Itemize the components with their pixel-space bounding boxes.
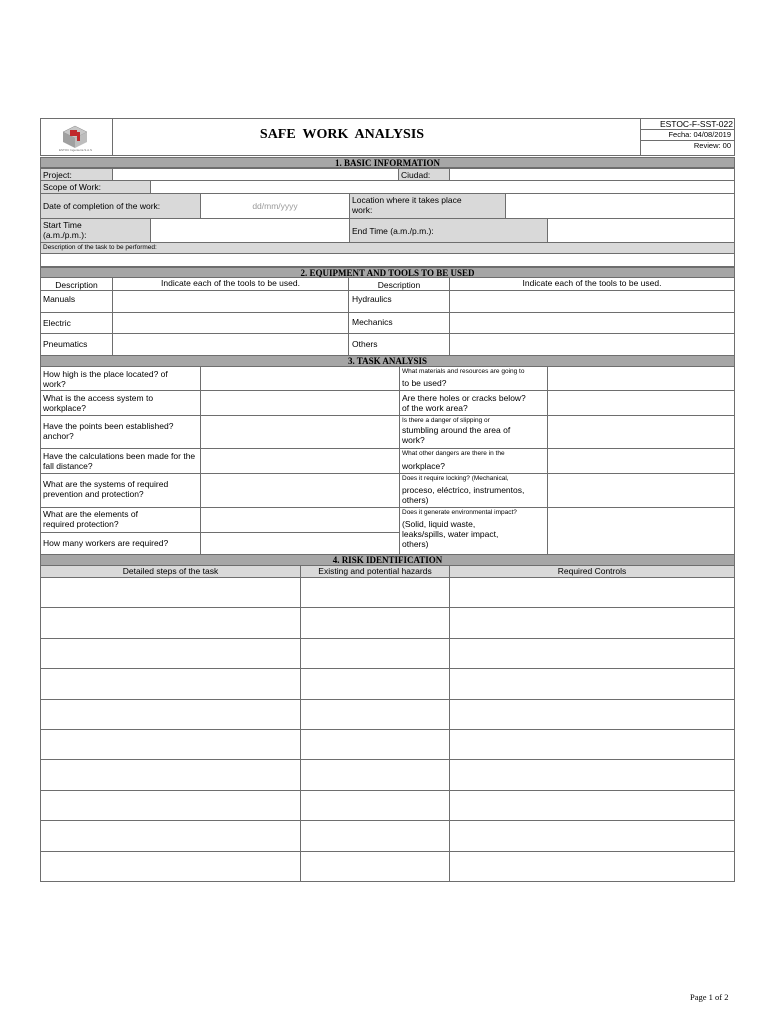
page-title: SAFE WORK ANALYSIS bbox=[259, 127, 425, 142]
section-risk-identification: 4. RISK IDENTIFICATION bbox=[40, 554, 735, 566]
task-answer-right[interactable] bbox=[547, 448, 735, 474]
date-completion-field[interactable] bbox=[200, 193, 350, 219]
risk-cell-control[interactable] bbox=[449, 668, 735, 700]
task-question-right bbox=[399, 473, 548, 508]
risk-cell-control[interactable] bbox=[449, 759, 735, 791]
task-question-left bbox=[40, 415, 201, 449]
task-question-left bbox=[40, 532, 201, 555]
task-question-text: Have the calculations been made for the fall distance? bbox=[43, 451, 196, 471]
task-question-small: What other dangers are there in the bbox=[402, 450, 505, 457]
task-answer-left[interactable] bbox=[200, 390, 400, 416]
header-logo-box bbox=[40, 118, 113, 156]
start-time-field[interactable] bbox=[150, 218, 350, 243]
header-divider bbox=[640, 140, 735, 141]
task-question-left bbox=[40, 366, 201, 391]
section-basic-information: 1. BASIC INFORMATION bbox=[40, 157, 735, 168]
risk-cell-step[interactable] bbox=[40, 699, 301, 730]
equipment-field-right[interactable] bbox=[449, 312, 735, 334]
task-question-small: Does it require locking? (Mechanical, bbox=[402, 475, 509, 482]
task-question-text: stumbling around the area of work? bbox=[402, 425, 511, 445]
task-answer-right[interactable] bbox=[547, 415, 735, 449]
task-description-label: Description of the task to be performed: bbox=[40, 242, 735, 254]
start-time-label bbox=[40, 218, 151, 243]
task-question-text: What is the access system to workplace? bbox=[43, 393, 154, 413]
date-placeholder: dd/mm/yyyy bbox=[252, 201, 298, 211]
risk-cell-control[interactable] bbox=[449, 820, 735, 852]
risk-cell-step[interactable] bbox=[40, 638, 301, 669]
risk-cell-step[interactable] bbox=[40, 790, 301, 821]
task-question-text: How many workers are required? bbox=[43, 538, 169, 548]
equipment-item-right bbox=[348, 333, 450, 356]
risk-cell-hazard[interactable] bbox=[300, 759, 450, 791]
equipment-item-right bbox=[348, 290, 450, 313]
equipment-field-left[interactable] bbox=[112, 290, 349, 313]
task-question-text: (Solid, liquid waste, leaks/spills, water impact, others) bbox=[402, 519, 499, 549]
end-time-text: End Time (a.m./p.m.): bbox=[352, 225, 434, 236]
end-time-label bbox=[349, 218, 548, 243]
page-number: Page 1 of 2 bbox=[690, 992, 729, 1002]
task-question-text: Have the points been established? anchor? bbox=[43, 421, 174, 441]
equipment-col-description-left: Description bbox=[40, 277, 113, 291]
task-question-small: What materials and resources are going to bbox=[402, 368, 525, 375]
equipment-field-right[interactable] bbox=[449, 290, 735, 313]
equipment-col-description-right: Description bbox=[348, 277, 450, 291]
start-time-text: Start Time (a.m./p.m.): bbox=[43, 220, 87, 240]
end-time-field[interactable] bbox=[547, 218, 735, 243]
task-question-left bbox=[40, 448, 201, 474]
equipment-col-indicate-left: Indicate each of the tools to be used. bbox=[112, 277, 349, 291]
task-question-small: Is there a danger of slipping or bbox=[402, 417, 490, 424]
risk-cell-step[interactable] bbox=[40, 851, 301, 882]
task-answer-right[interactable] bbox=[547, 507, 735, 555]
risk-cell-control[interactable] bbox=[449, 699, 735, 730]
task-question-right bbox=[399, 366, 548, 391]
equipment-item-label: Pneumatics bbox=[43, 339, 88, 349]
task-question-text: How high is the place located? of work? bbox=[43, 369, 168, 389]
task-question-right bbox=[399, 507, 548, 555]
risk-cell-control[interactable] bbox=[449, 638, 735, 669]
doc-code: ESTOC-F-SST-022 bbox=[659, 119, 733, 129]
location-text: Location where it takes place work: bbox=[352, 195, 462, 215]
risk-col-steps: Detailed steps of the task bbox=[40, 565, 301, 578]
equipment-field-left[interactable] bbox=[112, 312, 349, 334]
task-question-text: proceso, eléctrico, instrumentos, others) bbox=[402, 485, 525, 505]
risk-cell-step[interactable] bbox=[40, 729, 301, 760]
section-task-analysis: 3. TASK ANALYSIS bbox=[40, 355, 735, 367]
risk-cell-hazard[interactable] bbox=[300, 607, 450, 639]
ciudad-label: Ciudad: bbox=[398, 168, 450, 181]
equipment-item-label: Electric bbox=[43, 318, 71, 328]
task-answer-right[interactable] bbox=[547, 366, 735, 391]
task-answer-left[interactable] bbox=[200, 415, 400, 449]
task-question-left bbox=[40, 507, 201, 533]
header-divider bbox=[640, 129, 735, 130]
task-answer-left[interactable] bbox=[200, 507, 400, 533]
task-question-text: Are there holes or cracks below? of the work area? bbox=[402, 393, 526, 413]
doc-date: Fecha: 04/08/2019 bbox=[668, 130, 731, 139]
risk-cell-hazard[interactable] bbox=[300, 729, 450, 760]
project-label: Project: bbox=[40, 168, 113, 181]
equipment-item-label: Mechanics bbox=[352, 317, 393, 327]
risk-cell-control[interactable] bbox=[449, 577, 735, 608]
task-question-text: to be used? bbox=[402, 378, 447, 388]
equipment-item-label: Manuals bbox=[43, 294, 76, 304]
scope-label: Scope of Work: bbox=[40, 180, 151, 194]
risk-cell-hazard[interactable] bbox=[300, 851, 450, 882]
task-answer-right[interactable] bbox=[547, 473, 735, 508]
risk-cell-control[interactable] bbox=[449, 729, 735, 760]
equipment-field-left[interactable] bbox=[112, 333, 349, 356]
date-completion-text: Date of completion of the work: bbox=[43, 201, 161, 211]
task-description-field[interactable] bbox=[40, 253, 735, 267]
equipment-field-right[interactable] bbox=[449, 333, 735, 356]
doc-review: Review: 00 bbox=[693, 141, 731, 150]
risk-cell-control[interactable] bbox=[449, 790, 735, 821]
date-completion-label bbox=[40, 193, 201, 219]
task-question-left bbox=[40, 473, 201, 508]
equipment-item-left bbox=[40, 290, 113, 313]
risk-cell-hazard[interactable] bbox=[300, 577, 450, 608]
risk-col-controls: Required Controls bbox=[449, 565, 735, 578]
logo-text: ESTOC Ingeniería S.A.S bbox=[59, 148, 92, 152]
equipment-item-left bbox=[40, 312, 113, 334]
risk-cell-control[interactable] bbox=[449, 607, 735, 639]
task-question-right bbox=[399, 390, 548, 416]
risk-cell-hazard[interactable] bbox=[300, 820, 450, 852]
equipment-item-label: Others bbox=[352, 339, 378, 349]
task-question-right bbox=[399, 415, 548, 449]
equipment-item-left bbox=[40, 333, 113, 356]
equipment-item-right bbox=[348, 312, 450, 334]
task-answer-left[interactable] bbox=[200, 448, 400, 474]
risk-cell-control[interactable] bbox=[449, 851, 735, 882]
risk-cell-step[interactable] bbox=[40, 607, 301, 639]
risk-cell-step[interactable] bbox=[40, 759, 301, 791]
risk-cell-hazard[interactable] bbox=[300, 699, 450, 730]
task-question-text: What are the systems of required prevention and protection? bbox=[43, 479, 169, 499]
risk-cell-step[interactable] bbox=[40, 668, 301, 700]
task-answer-left[interactable] bbox=[200, 532, 400, 555]
risk-cell-hazard[interactable] bbox=[300, 668, 450, 700]
equipment-col-indicate-right: Indicate each of the tools to be used. bbox=[449, 277, 735, 291]
scope-field[interactable] bbox=[150, 180, 735, 194]
task-question-right bbox=[399, 448, 548, 474]
risk-cell-hazard[interactable] bbox=[300, 638, 450, 669]
task-question-text: What are the elements of required protection? bbox=[43, 509, 138, 529]
risk-col-hazards: Existing and potential hazards bbox=[300, 565, 450, 578]
risk-cell-step[interactable] bbox=[40, 577, 301, 608]
task-answer-left[interactable] bbox=[200, 366, 400, 391]
task-question-small: Does it generate environmental impact? bbox=[402, 509, 517, 516]
task-question-text: workplace? bbox=[402, 461, 445, 471]
risk-cell-step[interactable] bbox=[40, 820, 301, 852]
risk-cell-hazard[interactable] bbox=[300, 790, 450, 821]
location-field[interactable] bbox=[505, 193, 735, 219]
location-label bbox=[349, 193, 506, 219]
equipment-item-label: Hydraulics bbox=[352, 294, 392, 304]
section-equipment-tools: 2. EQUIPMENT AND TOOLS TO BE USED bbox=[40, 267, 735, 278]
task-question-left bbox=[40, 390, 201, 416]
task-answer-right[interactable] bbox=[547, 390, 735, 416]
task-answer-left[interactable] bbox=[200, 473, 400, 508]
